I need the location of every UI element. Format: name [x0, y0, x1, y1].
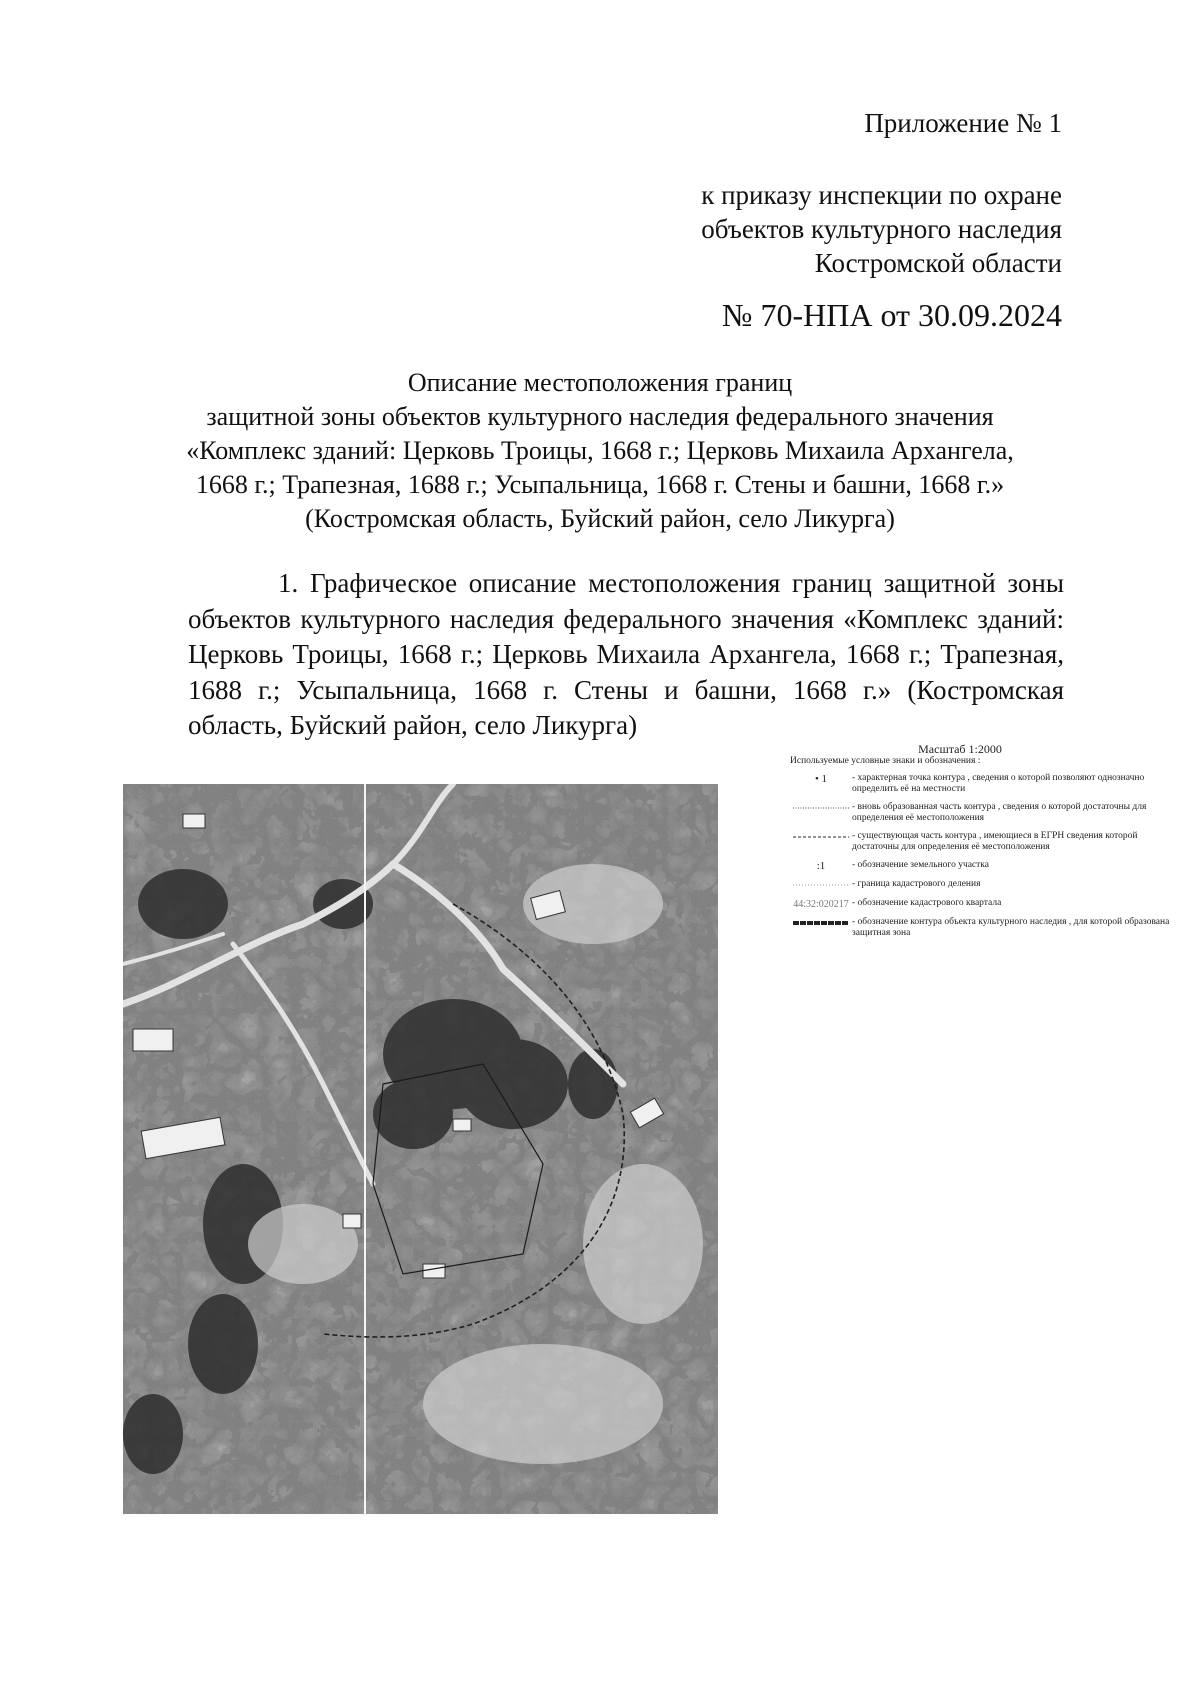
legend-heading: Используемые условные знаки и обозначения : — [790, 756, 981, 766]
legend-item-text: - обозначение кадастрового квартала — [852, 898, 1002, 908]
dashed-line-icon — [790, 831, 852, 843]
point-symbol-icon — [790, 773, 852, 785]
thin-dotted-line-icon — [790, 879, 852, 891]
document-title — [150, 366, 1050, 536]
order-reference — [462, 178, 1062, 280]
paragraph-text: 1. Графическое описание местоположения границ защитной зоны объектов культурного наследия федерального значения «Комплекс зданий: Церковь Троицы, 1668 г.; Церковь Михаила Архангела, 1668 г.; Трапезная, 1688 г.; Усыпальница, 1668 г. Стены и башни, 1668 г.» (Костромская область, Буйский район, село Ликурга) — [188, 568, 1064, 740]
order-line: к приказу инспекции по охране — [701, 180, 1062, 210]
land-plot-label-icon — [790, 860, 852, 872]
legend-item-heritage-contour — [790, 917, 1170, 939]
legend-item-cadastral-quarter — [790, 898, 1170, 910]
title-line: Описание местоположения границ — [407, 368, 793, 397]
legend-item-text: - существующая часть контура , имеющиеся в ЕГРН сведения которой достаточны для определения её местоположения — [852, 831, 1138, 852]
legend-item-new-contour — [790, 802, 1170, 824]
legend-item-land-plot — [790, 860, 1170, 872]
legend-item-text: - обозначение земельного участка — [852, 860, 989, 870]
legend-item-cadastral-boundary — [790, 879, 1170, 891]
title-line: (Костромская область, Буйский район, село Ликурга) — [305, 504, 895, 533]
legend-item-text: - граница кадастрового деления — [852, 879, 981, 889]
order-number: № 70-НПА от 30.09.2024 — [721, 297, 1062, 333]
cadastral-quarter-label-icon — [790, 898, 852, 910]
order-line: Костромской области — [814, 248, 1062, 278]
legend-item-text: - обозначение контура объекта культурного наследия , для которой образована защитная зона — [852, 917, 1170, 938]
title-line: защитной зоны объектов культурного наследия федерального значения — [206, 402, 994, 431]
legend-symbol-label: 44:32:020217 — [793, 898, 849, 910]
legend-item-point — [790, 773, 1170, 795]
legend-symbol-label: :1 — [816, 859, 826, 872]
aerial-map-image — [123, 784, 718, 1514]
annex-label: Приложение № 1 — [864, 108, 1062, 138]
order-line: объектов культурного наследия — [701, 214, 1062, 244]
title-line: 1668 г.; Трапезная, 1688 г.; Усыпальница, 1668 г. Стены и башни, 1668 г.» — [195, 470, 1005, 499]
legend-item-existing-contour — [790, 831, 1170, 853]
map-legend — [790, 744, 1170, 946]
dotted-line-icon — [790, 802, 852, 814]
legend-symbol-label: • 1 — [814, 772, 828, 785]
title-line: «Комплекс зданий: Церковь Троицы, 1668 г.; Церковь Михаила Архангела, — [186, 436, 1014, 465]
thick-line-icon — [790, 917, 852, 929]
legend-item-text: - характерная точка контура , сведения о которой позволяют однозначно определить её на местности — [852, 773, 1145, 794]
map-scale: Масштаб 1:2000 — [918, 742, 1002, 756]
legend-item-text: - вновь образованная часть контура , сведения о которой достаточны для определения её местоположения — [852, 802, 1147, 823]
graphic-description-paragraph — [188, 566, 1064, 744]
